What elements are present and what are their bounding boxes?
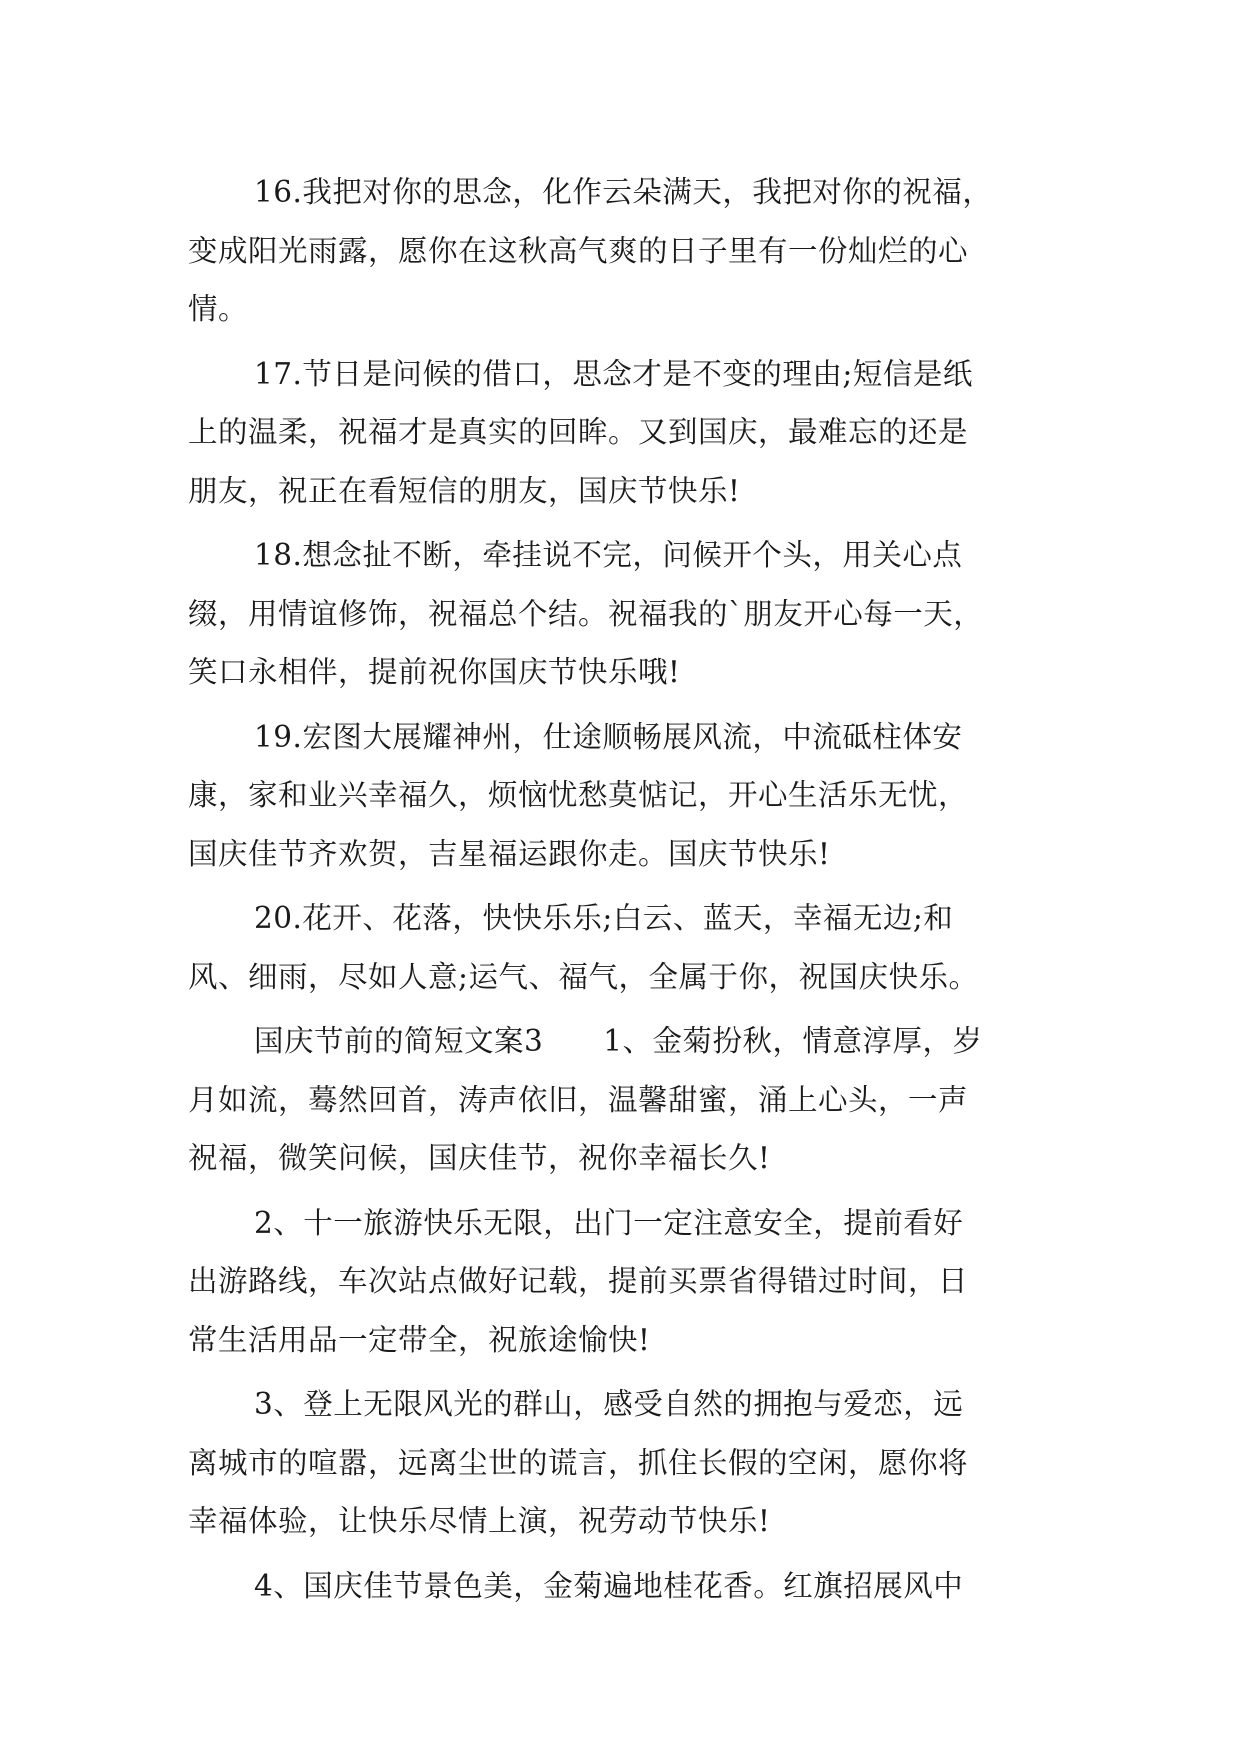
text-line: 4、国庆佳节景色美，金菊遍地桂花香。红旗招展风中 bbox=[254, 1568, 964, 1603]
text-line: 3、登上无限风光的群山，感受自然的拥抱与爱恋，远 bbox=[254, 1387, 964, 1421]
text-line: 17.节日是问候的借口，思念才是不变的理由;短信是纸 bbox=[254, 356, 973, 391]
paragraph-17 bbox=[188, 345, 1068, 521]
text-line: 情。 bbox=[188, 292, 249, 326]
text-line: 幸福体验，让快乐尽情上演，祝劳动节快乐! bbox=[188, 1504, 771, 1538]
text-line: 2、十一旅游快乐无限，出门一定注意安全，提前看好 bbox=[254, 1205, 964, 1240]
text-line: 笑口永相伴，提前祝你国庆节快乐哦! bbox=[188, 655, 681, 689]
paragraph-item-2 bbox=[188, 1194, 1068, 1370]
document-body bbox=[188, 163, 1068, 1621]
paragraph-20 bbox=[188, 889, 1068, 1006]
text-line: 出游路线，车次站点做好记载，提前买票省得错过时间，日 bbox=[188, 1264, 969, 1298]
text-line: 国庆佳节齐欢贺，吉星福运跟你走。国庆节快乐! bbox=[188, 836, 831, 871]
text-line: 离城市的喧嚣，远离尘世的谎言，抓住长假的空闲，愿你将 bbox=[188, 1445, 969, 1480]
text-line: 祝福，微笑问候，国庆佳节，祝你幸福长久! bbox=[188, 1141, 771, 1175]
text-line: 康，家和业兴幸福久，烦恼忧愁莫惦记，开心生活乐无忧， bbox=[188, 778, 969, 812]
text-line: 18.想念扯不断，牵挂说不完，问候开个头，用关心点 bbox=[254, 538, 963, 572]
text-line: 20.花开、花落，快快乐乐;白云、蓝天，幸福无边;和 bbox=[254, 901, 954, 935]
paragraph-19 bbox=[188, 708, 1068, 884]
paragraph-item-4 bbox=[188, 1557, 1068, 1616]
text-line: 月如流，蓦然回首，涛声依旧，温馨甜蜜，涌上心头，一声 bbox=[188, 1082, 969, 1117]
text-line: 国庆节前的简短文案3 1、金菊扮秋，情意淳厚，岁 bbox=[254, 1024, 983, 1058]
text-line: 19.宏图大展耀神州，仕途顺畅展风流，中流砥柱体安 bbox=[254, 719, 963, 754]
text-line: 风、细雨，尽如人意;运气、福气，全属于你，祝国庆快乐。 bbox=[188, 959, 979, 994]
text-line: 上的温柔，祝福才是真实的回眸。又到国庆，最难忘的还是 bbox=[188, 415, 969, 449]
text-line: 变成阳光雨露，愿你在这秋高气爽的日子里有一份灿烂的心 bbox=[188, 233, 969, 268]
paragraph-18 bbox=[188, 526, 1068, 702]
paragraph-item-3 bbox=[188, 1375, 1068, 1551]
text-line: 缀，用情谊修饰，祝福总个结。祝福我的`朋友开心每一天， bbox=[188, 596, 984, 631]
paragraph-16 bbox=[188, 163, 1068, 339]
paragraph-section-3 bbox=[188, 1012, 1068, 1188]
text-line: 常生活用品一定带全，祝旅途愉快! bbox=[188, 1322, 651, 1357]
text-line: 朋友，祝正在看短信的朋友，国庆节快乐! bbox=[188, 473, 741, 508]
text-line: 16.我把对你的思念，化作云朵满天，我把对你的祝福， bbox=[254, 175, 993, 209]
